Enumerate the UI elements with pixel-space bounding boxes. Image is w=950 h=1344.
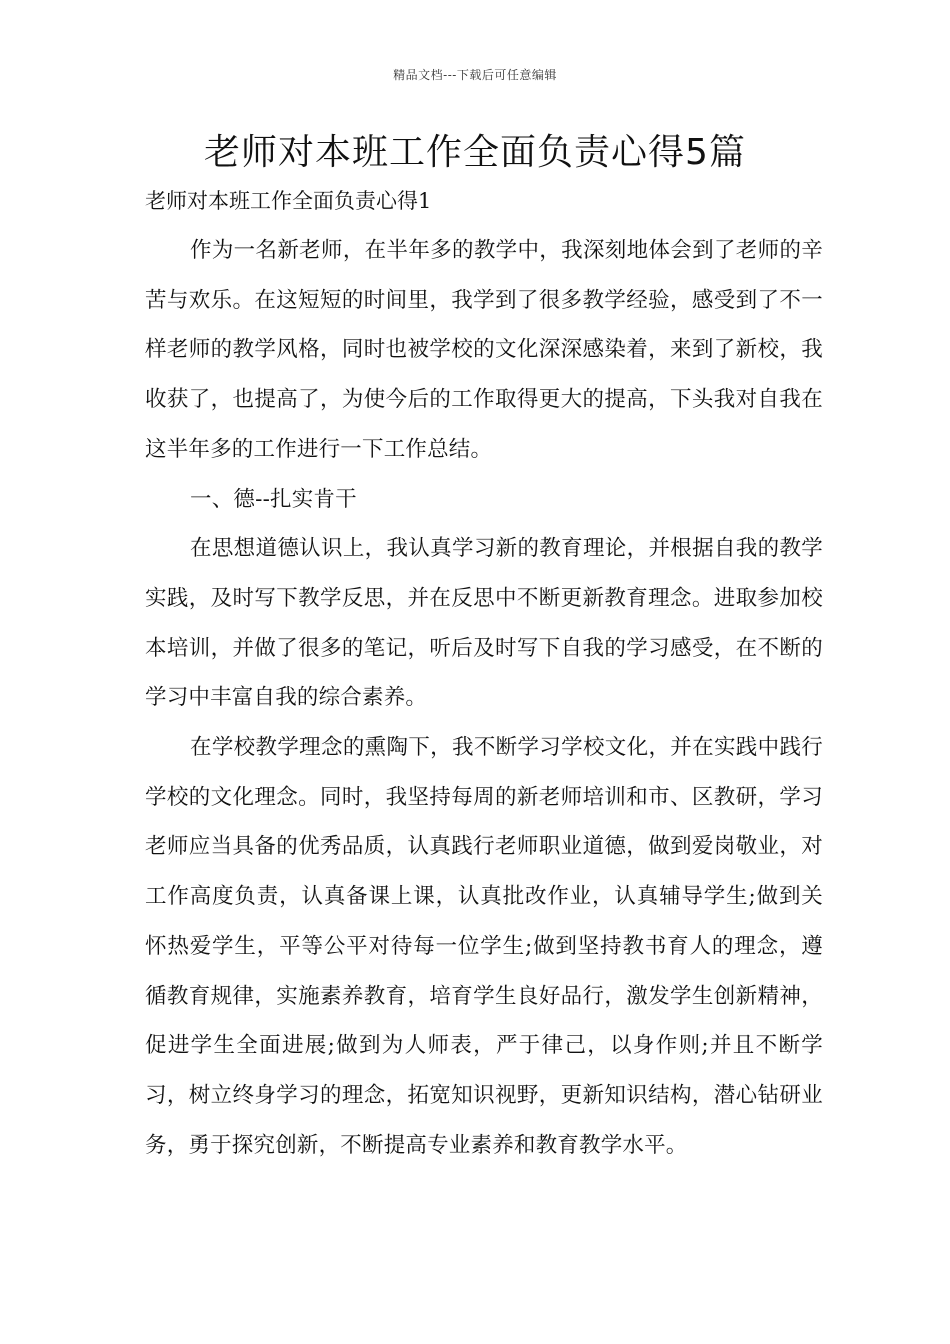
- paragraph-school-culture: 在学校教学理念的熏陶下，我不断学习学校文化，并在实践中践行学校的文化理念。同时，我坚持每周的新老师培训和市、区教研，学习老师应当具备的优秀品质，认真践行老师职业道德，做到爱岗敬业，对工作高度负责，认真备课上课，认真批改作业，认真辅导学生;做到关怀热爱学生，平等公平对待每一位学生;做到坚持教书育人的理念，遵循教育规律，实施素养教育，培育学生良好品行，激发学生创新精神，促进学生全面进展;做到为人师表，严于律己，以身作则;并且不断学习，树立终身学习的理念，拓宽知识视野，更新知识结构，潜心钻研业务，勇于探究创新，不断提高专业素养和教育教学水平。: [145, 735, 823, 1158]
- paragraph-moral-study: 在思想道德认识上，我认真学习新的教育理论，并根据自我的教学实践，及时写下教学反思，并在反思中不断更新教育理念。进取参加校本培训，并做了很多的笔记，听后及时写下自我的学习感受，在不断的学习中丰富自我的综合素养。: [145, 536, 823, 711]
- header-note: 精品文档---下载后可任意编辑: [393, 68, 557, 82]
- document-body: [145, 226, 823, 1170]
- section-heading-virtue: 一、德--扎实肯干: [190, 486, 357, 512]
- paragraph-intro: 作为一名新老师，在半年多的教学中，我深刻地体会到了老师的辛苦与欢乐。在这短短的时间里，我学到了很多教学经验，感受到了不一样老师的教学风格，同时也被学校的文化深深感染着，来到了新校，我收获了，也提高了，为使今后的工作取得更大的提高，下头我对自我在这半年多的工作进行一下工作总结。: [145, 238, 823, 462]
- section-subtitle: 老师对本班工作全面负责心得1: [145, 189, 432, 213]
- document-title: 老师对本班工作全面负责心得5篇: [204, 132, 746, 173]
